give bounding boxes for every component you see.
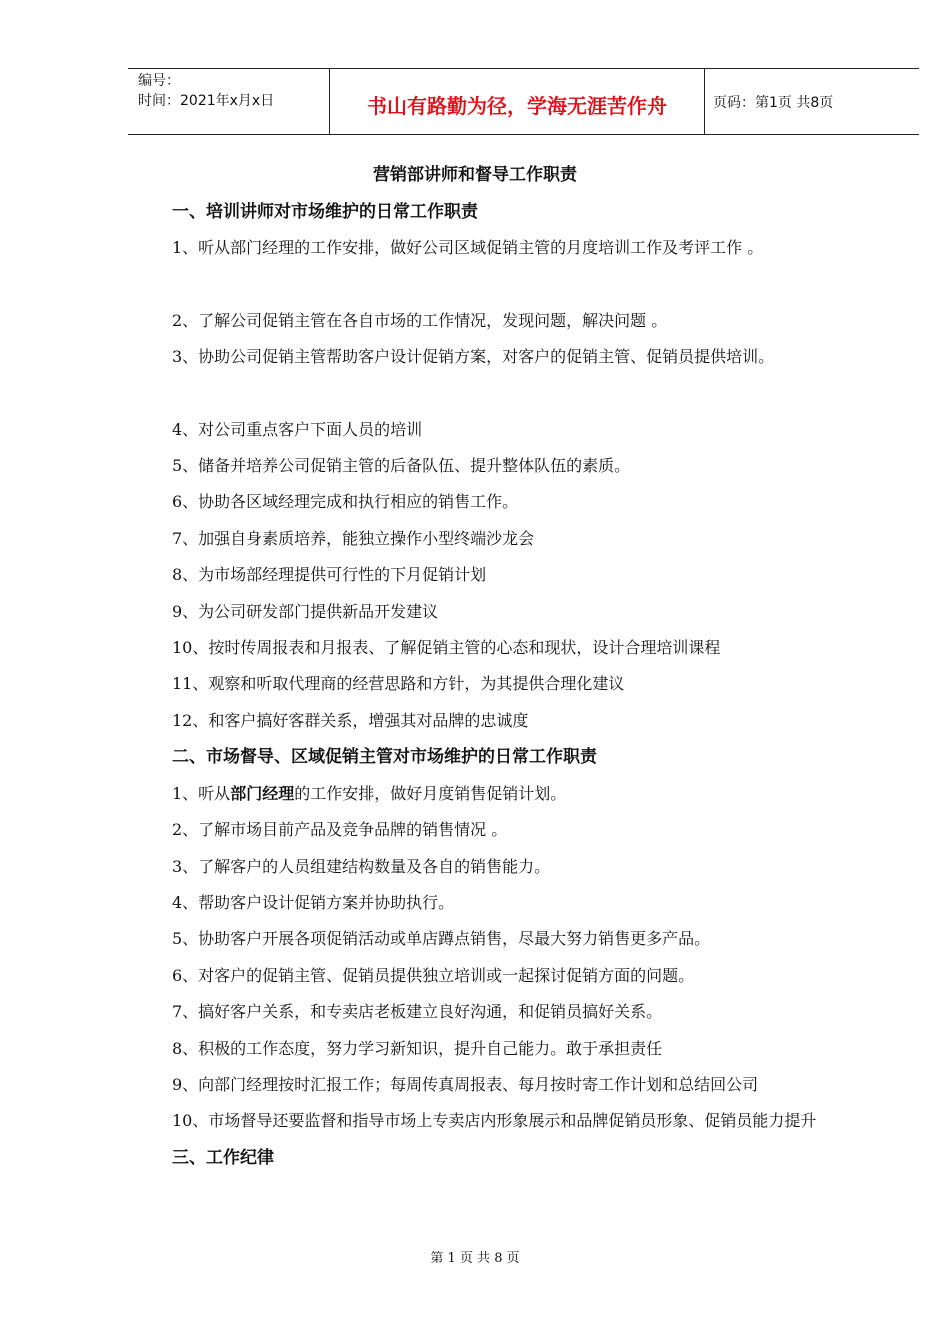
spacer <box>172 267 892 303</box>
header-meta-cell <box>128 69 330 134</box>
list-item: 2、了解市场目前产品及竞争品牌的销售情况 。 <box>172 820 508 840</box>
motto-text: 书山有路勤为径，学海无涯苦作舟 <box>367 94 667 118</box>
list-item: 4、帮助客户设计促销方案并协助执行。 <box>172 892 455 912</box>
list-item: 10、按时传周报表和月报表、了解促销主管的心态和现状，设计合理培训课程 <box>172 638 721 658</box>
list-item: 10、市场督导还要监督和指导市场上专卖店内形象展示和品牌促销员形象、促销员能力提升 <box>172 1111 817 1131</box>
list-item: 1、听从部门经理的工作安排，做好公司区域促销主管的月度培训工作及考评工作 。 <box>172 238 764 258</box>
item-bold-text: 部门经理 <box>230 783 295 803</box>
motto-cell <box>330 69 705 134</box>
list-item: 4、对公司重点客户下面人员的培训 <box>172 419 423 439</box>
item-prefix: 1、听从 <box>172 783 231 803</box>
number-label: 编号： <box>138 73 180 89</box>
list-item: 9、为公司研发部门提供新品开发建议 <box>172 601 439 621</box>
item-suffix: 的工作安排，做好月度销售促销计划。 <box>294 783 567 803</box>
list-item <box>172 776 892 812</box>
list-item: 8、为市场部经理提供可行性的下月促销计划 <box>172 565 487 585</box>
list-item: 12、和客户搞好客群关系，增强其对品牌的忠诚度 <box>172 710 529 730</box>
list-item: 7、加强自身素质培养，能独立操作小型终端沙龙会 <box>172 528 535 548</box>
list-item: 7、搞好客户关系，和专卖店老板建立良好沟通，和促销员搞好关系。 <box>172 1002 663 1022</box>
section-3-heading: 三、工作纪律 <box>172 1147 274 1168</box>
list-item: 3、了解客户的人员组建结构数量及各自的销售能力。 <box>172 856 551 876</box>
list-item: 3、协助公司促销主管帮助客户设计促销方案，对客户的促销主管、促销员提供培训。 <box>172 347 775 367</box>
list-item: 5、协助客户开展各项促销活动或单店蹲点销售，尽最大努力销售更多产品。 <box>172 929 711 949</box>
list-item: 8、积极的工作态度，努力学习新知识，提升自己能力。敢于承担责任 <box>172 1038 663 1058</box>
list-item: 11、观察和听取代理商的经营思路和方针，为其提供合理化建议 <box>172 674 625 694</box>
list-item: 2、了解公司促销主管在各自市场的工作情况，发现问题，解决问题 。 <box>172 310 668 330</box>
list-item: 6、对客户的促销主管、促销员提供独立培训或一起探讨促销方面的问题。 <box>172 965 695 985</box>
spacer <box>172 376 892 412</box>
document-body <box>172 194 892 1176</box>
section-1-heading: 一、培训讲师对市场维护的日常工作职责 <box>172 202 478 222</box>
page-info-text: 页码：第1页 共8页 <box>713 94 834 111</box>
page-info-cell <box>705 69 919 134</box>
time-label: 时间：2021年x月x日 <box>138 93 275 109</box>
list-item: 9、向部门经理按时汇报工作；每周传真周报表、每月按时寄工作计划和总结回公司 <box>172 1074 759 1094</box>
document-title: 营销部讲师和督导工作职责 <box>373 165 577 185</box>
list-item: 6、协助各区域经理完成和执行相应的销售工作。 <box>172 492 519 512</box>
section-2-heading: 二、市场督导、区域促销主管对市场维护的日常工作职责 <box>172 747 597 768</box>
page-footer: 第 1 页 共 8 页 <box>430 1251 520 1266</box>
list-item: 5、储备并培养公司促销主管的后备队伍、提升整体队伍的素质。 <box>172 456 631 476</box>
document-header-table <box>128 68 919 135</box>
